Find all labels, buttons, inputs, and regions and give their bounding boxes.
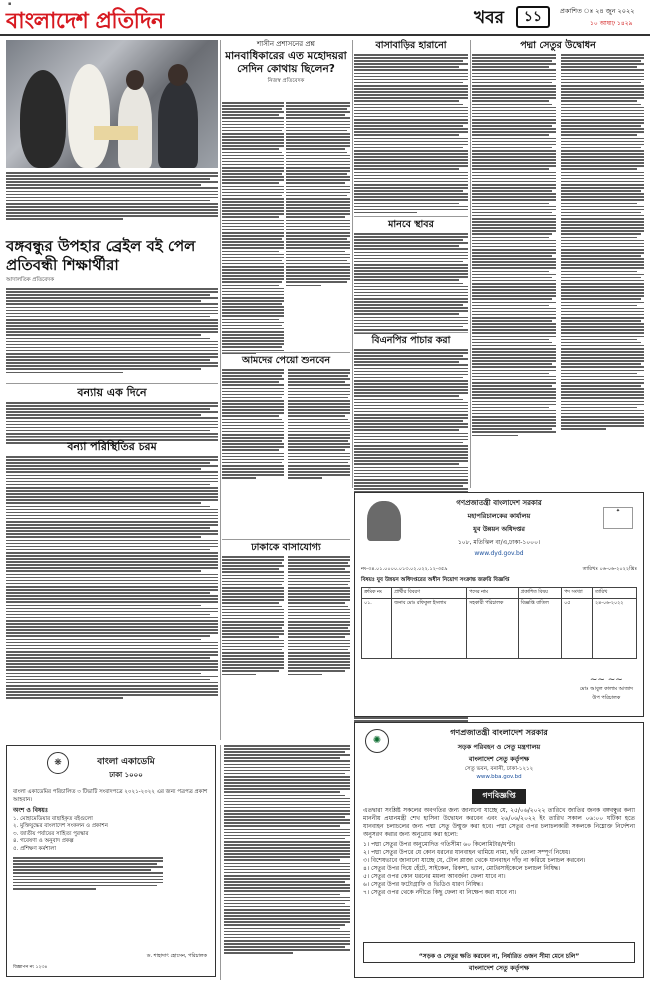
story-braille-body (6, 288, 218, 373)
table-header: পদ সংখ্যা (562, 588, 593, 599)
page-header (0, 0, 650, 36)
story-bridge-body-b (561, 54, 645, 438)
notice-date: তারিখঃ ০৬-০৬-২০২২খ্রিঃ (582, 566, 637, 572)
story-court-body-a (222, 369, 284, 480)
bridge-rule: ৩। বিশেষভাবে জানানো যাচ্ছে যে, টোল প্লাজা থেকে যানবাহন দাঁড় না করিয়ে চলাচল করবেন। (363, 857, 586, 864)
signatory-name: মোঃ আবুল কালাম আজাদ (579, 686, 633, 692)
bridge-rule: ২। পদ্মা সেতুর উপরে যে কোন ধরনের যানবাহন থামিয়ে নামা, ছবি তোলা সম্পূর্ণ নিষেধ। (363, 849, 571, 856)
bridge-rule: ৪। সেতুর উপর দিয়ে হেঁটে, সাইকেল, রিকশা, ভ্যান, মোটরসাইকেলে চলাচল নিষিদ্ধ। (363, 865, 561, 872)
notice-table (361, 587, 637, 659)
publish-date: প্রকাশিত ঃ ২৪ জুন ২০২২ (560, 7, 635, 15)
academy-intro: বাংলা একাডেমির পরিচালিত ৩ টিভাটি সংবাদপত্রে ২০২১-২০২২ এর জন্য পত্রপত্র প্রকাশ আহবান। (13, 789, 208, 803)
opinion-header (222, 40, 350, 89)
ministry-website[interactable]: www.dyd.gov.bd (474, 550, 524, 557)
official-head (168, 64, 188, 86)
bridge-rule: ৬। সেতুর উপর ফটোগ্রাফি ও ভিডিও ধারণ নিষিদ্ধ। (363, 881, 483, 888)
story-court (222, 355, 350, 480)
headline-braille[interactable]: বঙ্গবন্ধুর উপহার ব্রেইল বই পেল প্রতিবন্ধী শিক্ষার্থীরা (6, 237, 196, 274)
academy-signature: ড. শাহাদাৎ হোসেন, পরিচালক (146, 952, 207, 959)
bridge-website[interactable]: www.bba.gov.bd (476, 774, 522, 780)
official-figure (158, 80, 198, 168)
table-cell: সহকারী পরিচালক (467, 599, 518, 659)
bridge-rule: ৫। সেতুর ওপর কোন ধরনের ময়লা আবর্জনা ফেলা যাবে না। (363, 873, 506, 880)
headline-power[interactable]: বিএনপির পাচার করা (371, 335, 451, 346)
headline-exam[interactable]: বন্যা পরিস্থিতির চরম (67, 440, 157, 453)
bridge-rule: ৭। সেতুর ওপর থেকে নদীতে কিছু ফেলা বা নিক্ষেপ করা যাবে না। (363, 889, 517, 896)
article-photo-braille (6, 40, 218, 168)
table-header-row (362, 588, 637, 599)
table-cell: ২৪-০৬-২০২২ (593, 599, 637, 659)
table-cell: ০৫ (562, 599, 593, 659)
headline-opinion[interactable]: মানবাধিকারের এত মহোদয়রা সেদিন কোথায় ছিলেন? (225, 50, 347, 75)
table-cell: বিজ্ঞপ্তি বাতিল (518, 599, 562, 659)
table-cell: ০১. (362, 599, 392, 659)
govt-emblem: ✺ (365, 729, 389, 753)
academy-item: ৪. গবেষণা ও অনুবাদ প্রকল্প (13, 838, 74, 844)
headline-home[interactable]: বাসাবাড়ির হারানো (375, 40, 447, 51)
ad-ministry-notice (354, 492, 644, 717)
ministry-address: ১০৮, মতিঝিল বা/এ,ঢাকা-১০০০। (457, 539, 541, 546)
signature-block (580, 675, 633, 702)
notice-number: নং-৩৪.০১.০০০০.০১৩.০২.০২২.১২-৩৫৯ (361, 566, 448, 572)
official-head (126, 70, 144, 90)
story-exam-body (6, 456, 218, 699)
mujib-logo: ✦ (603, 507, 633, 529)
braille-caption (6, 172, 218, 222)
byline-opinion: নিজস্ব প্রতিবেদক (267, 78, 305, 84)
story-road (354, 219, 468, 335)
masthead-logo[interactable]: বাংলাদেশ প্রতিদিন (6, 9, 164, 34)
signatory-title: উপ পরিচালক (592, 694, 621, 701)
student-figure (68, 64, 110, 168)
story-exam (6, 440, 218, 700)
academy-logo: ❋ (47, 752, 69, 774)
page-number: ১১ (516, 6, 550, 28)
student-figure (20, 70, 66, 168)
story-continuation-body (224, 745, 350, 954)
braille-book (94, 126, 138, 140)
academy-item: ২. মুক্তিযুদ্ধের বাংলাদেশ সংকলন ও প্রকাশন (13, 823, 108, 829)
table-header: প্রকাশিত বিষয় (518, 588, 562, 599)
story-dhaka-body-a (222, 556, 284, 677)
bridge-ministry: সড়ক পরিবহন ও সেতু মন্ত্রণালয় (457, 743, 541, 751)
story-opinion-photo-side (222, 102, 284, 354)
story-opinion-body (286, 102, 350, 286)
table-row (362, 599, 637, 659)
portrait-photo (367, 501, 401, 541)
table-header: তারিখ (593, 588, 637, 599)
publish-date-bengali: ১০ আষাঢ় ১৪২৯ (590, 20, 633, 27)
bridge-rule: ১। পদ্মা সেতুর উপর অনুমোদিত গতিসীমা ৬০ কিলোমিটার/ঘণ্টা। (363, 841, 516, 848)
story-dhaka (222, 542, 350, 677)
bridge-footer: বাংলাদেশ সেতু কর্তৃপক্ষ (468, 964, 530, 972)
table-header: ক্রমিক নং (362, 588, 392, 599)
masthead-tagline: ▪ (8, 1, 12, 7)
headline-dhaka[interactable]: ঢাকাকে বাসাযোগ্য (251, 542, 321, 553)
academy-item: ১. মোহামেডিয়ার বাছাইকৃত বইগুলো (13, 815, 93, 822)
slogan-box (363, 942, 635, 963)
academy-ref: বিজ্ঞাপন নং ১২৩৪ (13, 964, 48, 970)
govt-title: গণপ্রজাতন্ত্রী বাংলাদেশ সরকার (456, 499, 542, 507)
story-braille (6, 237, 218, 375)
academy-item: ৫. প্রশিক্ষণ কর্মশালা (13, 845, 56, 852)
story-bridge-body-a (472, 54, 556, 438)
caption-text (6, 172, 218, 220)
bridge-address: সেতু ভবন, বনানী, ঢাকা-১২১২ (464, 766, 534, 772)
story-opinion-col3 (286, 102, 350, 288)
academy-address: ঢাকা ১০০০ (109, 771, 143, 779)
table-header: পদের নাম (467, 588, 518, 599)
academy-name: বাংলা একাডেমি (97, 757, 155, 767)
section-name: খবর (474, 8, 504, 28)
academy-items-title: অংশ ও বিষয়ঃ (13, 807, 49, 814)
bridge-slogan: “সড়ক ও সেতুর ক্ষতি করবেন না, নির্ধারিত ওজন সীমা মেনে চলি” (418, 953, 580, 960)
table-header: প্রার্থীর বিবরণ (392, 588, 467, 599)
headline-bridge[interactable]: পদ্মা সেতুর উদ্বোধন (520, 40, 596, 51)
story-bridge (472, 40, 644, 438)
academy-item: ৩. জাতীয় পর্যায়ের সাহিত্য পুরস্কার (13, 830, 89, 837)
story-dhaka-body-b (288, 556, 350, 677)
bridge-govt: গণপ্রজাতন্ত্রী বাংলাদেশ সরকার (450, 728, 548, 737)
headline-road[interactable]: মানবে স্থাবর (388, 219, 434, 230)
ad-bangla-academy (6, 745, 216, 977)
notice-title-badge: গণবিজ্ঞপ্তি (472, 789, 525, 804)
bridge-intro: এতদ্বারা সংশ্লিষ্ট সকলের অবগতির জন্য জানানো যাচ্ছে যে, ২৫/০৬/২০২২ তারিখে জাতির জনক বঙ্গবন্ধুর কন্যা মাননীয় প্রধানমন্ত্রী শেখ হাসিনা উদ্বোধন করবেন এবং ২৬/০৬/২০২২ ইং তারিখ সকাল ০৬:০০ ঘটিকা হতে যানবাহন চলাচলের জন্য পদ্মা সেতু উন্মুক্ত করা হবে। পদ্মা সেতুর ওপর চলাচলকারী সকলকে নিম্নোক্ত নির্দেশনা অনুসরণ করার জন্য অনুরোধ করা হলো: (363, 807, 635, 838)
byline-braille: আদালতিক প্রতিবেদক (6, 277, 55, 283)
notice-subject: বিষয়ঃ যুব উন্নয়ন অধিদপ্তরের অধীন নিয়োগ সংক্রান্ত জরুরি বিজ্ঞপ্তি (361, 576, 510, 583)
story-road-body (354, 233, 468, 334)
story-home (354, 40, 468, 215)
signature-scribble: ~~ ~~ (589, 675, 623, 685)
headline-court[interactable]: আমদের পেয়ো শুনবেন (241, 355, 331, 366)
table-cell: জনাব মোঃ রফিকুল ইসলাম (392, 599, 467, 659)
academy-detail-text (13, 857, 163, 890)
headline-flood[interactable]: বন্যায় এক দিনে (77, 386, 147, 399)
unit-title: যুব উন্নয়ন অধিদপ্তর (473, 525, 525, 533)
dept-title: মহাপরিচালকের কার্যালয় (467, 512, 531, 520)
section-label (474, 4, 554, 30)
story-home-body (354, 54, 468, 213)
bridge-division: বাংলাদেশ সেতু কর্তৃপক্ষ (468, 755, 530, 763)
ad-bridge-authority (354, 722, 644, 978)
story-continuation (224, 745, 350, 955)
kicker-opinion: শাসীন প্রশাসনের প্রশ্ন (257, 40, 315, 48)
story-court-body-b (288, 369, 350, 480)
